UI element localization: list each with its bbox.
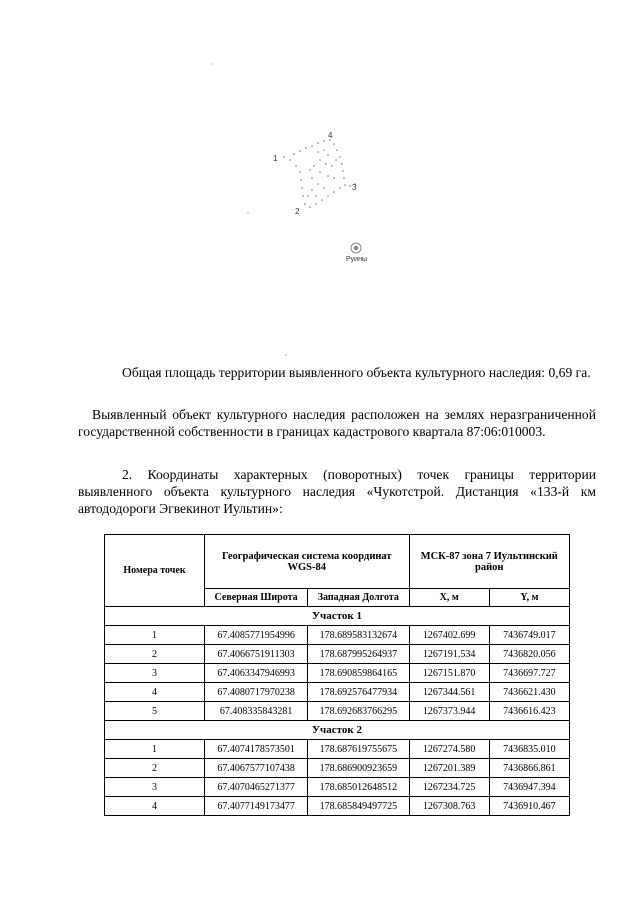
cell-lat: 67.4063347946993 xyxy=(205,664,308,683)
cell-n: 4 xyxy=(105,683,205,702)
map-legend-label: Руины xyxy=(346,256,367,263)
cell-lat: 67.4074178573501 xyxy=(205,740,308,759)
cell-x: 1267201.389 xyxy=(409,759,489,778)
sub-x-header: X, м xyxy=(409,589,489,607)
cell-lat: 67.4067577107438 xyxy=(205,759,308,778)
table-row xyxy=(105,683,570,702)
area-paragraph: Общая площадь территории выявленного объекта культурного наследия: 0,69 га. xyxy=(122,365,591,380)
col-msk-header: МСК-87 зона 7 Иультинский район xyxy=(409,535,569,589)
cell-x: 1267151.870 xyxy=(409,664,489,683)
cell-lat: 67.4085771954996 xyxy=(205,626,308,645)
col-points-header: Номера точек xyxy=(105,535,205,607)
section-title: Участок 1 xyxy=(105,607,570,626)
cell-y: 7436910.467 xyxy=(489,797,569,816)
cell-n: 3 xyxy=(105,664,205,683)
cell-lon: 178.690859864165 xyxy=(308,664,409,683)
table-row xyxy=(105,797,570,816)
cell-lon: 178.692576477934 xyxy=(308,683,409,702)
cell-y: 7436947.394 xyxy=(489,778,569,797)
cell-x: 1267344.561 xyxy=(409,683,489,702)
cell-y: 7436616.423 xyxy=(489,702,569,721)
cell-y: 7436820.056 xyxy=(489,645,569,664)
cell-n: 3 xyxy=(105,778,205,797)
cell-x: 1267373.944 xyxy=(409,702,489,721)
site-map xyxy=(0,0,640,370)
table-header-row xyxy=(105,535,570,589)
cell-lon: 178.689583132674 xyxy=(308,626,409,645)
boundary-map-drawing xyxy=(0,0,640,370)
cell-lon: 178.685849497725 xyxy=(308,797,409,816)
cell-y: 7436835.010 xyxy=(489,740,569,759)
cell-lat: 67.408335843281 xyxy=(205,702,308,721)
map-point-label: 1 xyxy=(273,154,278,163)
location-paragraph: Выявленный объект культурного наследия расположен на землях неразграниченной государственной собственности в границах кадастрового квартала 87:06:010003. xyxy=(78,407,596,439)
cell-y: 7436621.430 xyxy=(489,683,569,702)
cell-lat: 67.4080717970238 xyxy=(205,683,308,702)
cell-n: 2 xyxy=(105,759,205,778)
table-row xyxy=(105,740,570,759)
cell-y: 7436697.727 xyxy=(489,664,569,683)
section-title: Участок 2 xyxy=(105,721,570,740)
cell-n: 1 xyxy=(105,740,205,759)
cell-x: 1267274.580 xyxy=(409,740,489,759)
cell-x: 1267191.534 xyxy=(409,645,489,664)
coordinates-table xyxy=(104,534,570,816)
cell-x: 1267234.725 xyxy=(409,778,489,797)
cell-n: 5 xyxy=(105,702,205,721)
sub-lat-header: Северная Широта xyxy=(205,589,308,607)
cell-lat: 67.4066751911303 xyxy=(205,645,308,664)
cell-lon: 178.685012648512 xyxy=(308,778,409,797)
table-row xyxy=(105,664,570,683)
cell-lon: 178.687619755675 xyxy=(308,740,409,759)
cell-lat: 67.4070465271377 xyxy=(205,778,308,797)
col-geo-header: Географическая система координат WGS-84 xyxy=(205,535,410,589)
cell-lon: 178.687995264937 xyxy=(308,645,409,664)
map-point-label: 2 xyxy=(295,207,300,216)
sub-lon-header: Западная Долгота xyxy=(308,589,409,607)
map-point-label: 4 xyxy=(328,131,333,140)
cell-y: 7436749.017 xyxy=(489,626,569,645)
cell-lon: 178.686900923659 xyxy=(308,759,409,778)
cell-n: 1 xyxy=(105,626,205,645)
cell-x: 1267308.763 xyxy=(409,797,489,816)
table-row xyxy=(105,778,570,797)
section-row xyxy=(105,721,570,740)
section-row xyxy=(105,607,570,626)
cell-y: 7436866.861 xyxy=(489,759,569,778)
cell-n: 4 xyxy=(105,797,205,816)
sub-y-header: Y, м xyxy=(489,589,569,607)
table-row xyxy=(105,702,570,721)
map-point-label: 3 xyxy=(352,183,357,192)
coords-intro-paragraph: 2. Координаты характерных (поворотных) точек границы территории выявленного объекта культурного наследия «Чукотстрой. Дистанция «133-й км автододороги Эгвекинот Иультин»: xyxy=(78,467,596,516)
cell-lon: 178.692683766295 xyxy=(308,702,409,721)
table-row xyxy=(105,645,570,664)
cell-lat: 67.4077149173477 xyxy=(205,797,308,816)
table-row xyxy=(105,626,570,645)
cell-n: 2 xyxy=(105,645,205,664)
table-row xyxy=(105,759,570,778)
cell-x: 1267402.699 xyxy=(409,626,489,645)
